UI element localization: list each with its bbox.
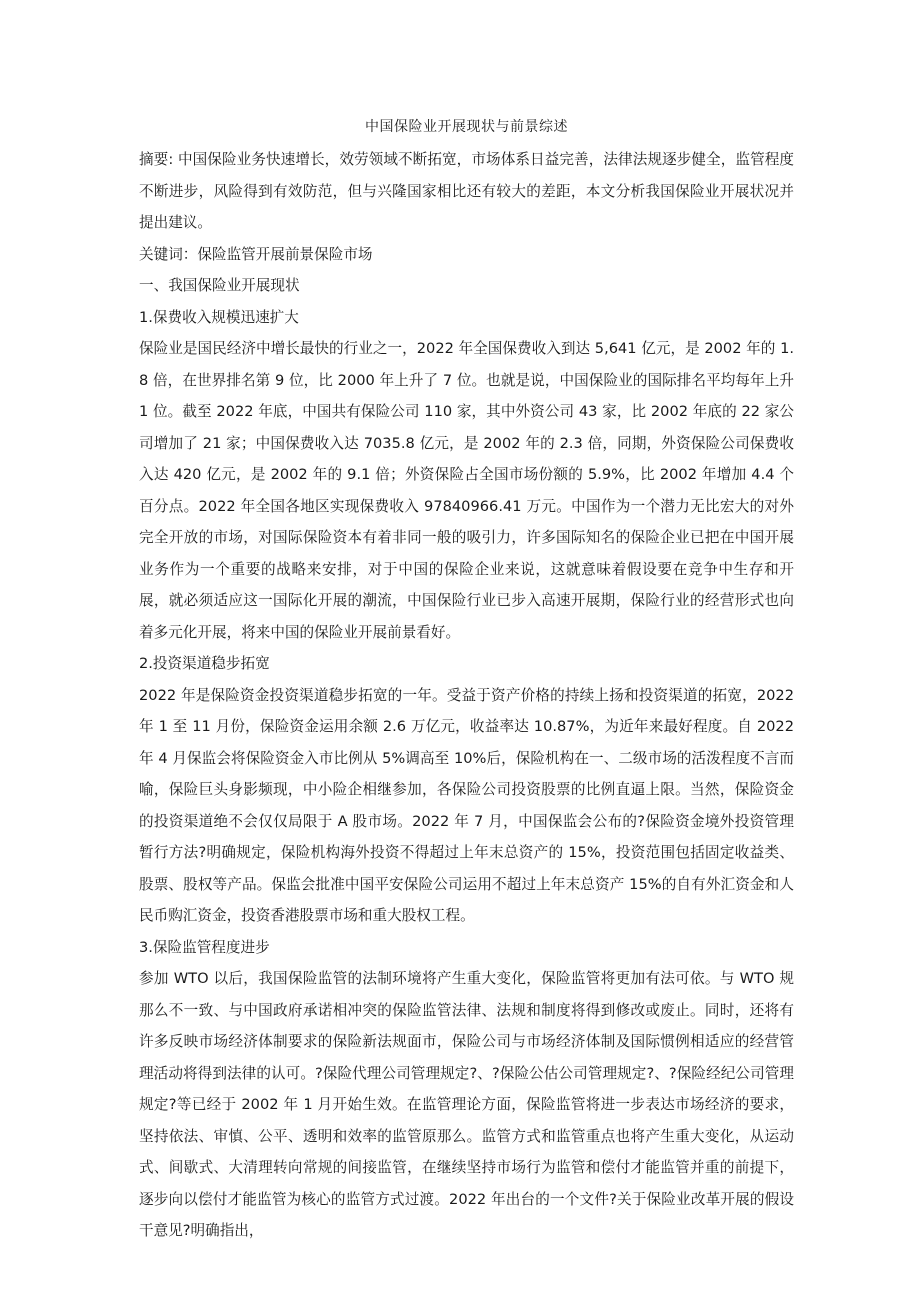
document-title: 中国保险业开展现状与前景综述 [365,119,568,135]
keywords-line: 关键词：保险监管开展前景保险市场 [139,245,373,263]
section-heading-current-status: 一、我国保险业开展现状 [139,277,300,294]
subsection-heading-investment-channels: 2.投资渠道稳步拓宽 [139,655,270,672]
premium-income-paragraph: 保险业是国民经济中增长最快的行业之一，2022 年全国保费收入到达 5,641 亿元，是 2002 年的 1.8 倍，在世界排名第 9 位，比 2000 年上升了 7 位。也就是说，中国保险业的国际排名平均每年上升 1 位。截至 2022 年底，中国共有保险公司 110 家，其中外资公司 43 家，比 2002 年底的 22 家公司增加了 21 家；中国保费收入达 7035.8 亿元，是 2002 年的 2.3 倍，同期，外资保险公司保费收入达 420 亿元，是 2002 年的 9.1 倍；外资保险占全国市场份额的 5.9%，比 2002 年增加 4.4 个百分点。2022 年全国各地区实现保费收入 97840966.41 万元。中国作为一个潜力无比宏大的对外完全开放的市场，对国际保险资本有着非同一般的吸引力，许多国际知名的保险企业已把在中国开展业务作为一个重要的战略来安排，对于中国的保险企业来说，这就意味着假设要在竞争中生存和开展，就必须适应这一国际化开展的潮流，中国保险行业已步入高速开展期，保险行业的经营形式也向着多元化开展，将来中国的保险业开展前景看好。 [139,340,794,641]
document-body [139,112,794,1247]
abstract-paragraph: 摘要: 中国保险业务快速增长，效劳领域不断拓宽，市场体系日益完善，法律法规逐步健全，监管程度不断进步，风险得到有效防范，但与兴隆国家相比还有较大的差距，本文分析我国保险业开展状况并提出建议。 [139,151,794,231]
subsection-heading-supervision: 3.保险监管程度进步 [139,938,270,956]
investment-channels-paragraph: 2022 年是保险资金投资渠道稳步拓宽的一年。受益于资产价格的持续上扬和投资渠道的拓宽，2022 年 1 至 11 月份，保险资金运用余额 2.6 万亿元，收益率达 10.87%，为近年来最好程度。自 2022 年 4 月保监会将保险资金入市比例从 5%调高至 10%后，保险机构在一、二级市场的活泼程度不言而喻，保险巨头身影频现，中小险企相继参加，各保险公司投资股票的比例直逼上限。当然，保险资金的投资渠道绝不会仅仅局限于 A 股市场。2022 年 7 月，中国保监会公布的?保险资金境外投资管理暂行方法?明确规定，保险机构海外投资不得超过上年末总资产的 15%，投资范围包括固定收益类、股票、股权等产品。保监会批准中国平安保险公司运用不超过上年末总资产 15%的自有外汇资金和人民币购汇资金，投资香港股票市场和重大股权工程。 [139,686,794,924]
subsection-heading-premium-income: 1.保费收入规模迅速扩大 [139,308,299,326]
supervision-paragraph: 参加 WTO 以后，我国保险监管的法制环境将产生重大变化，保险监管将更加有法可依。与 WTO 规那么不一致、与中国政府承诺相冲突的保险监管法律、法规和制度将得到修改或废止。同时，还将有许多反映市场经济体制要求的保险新法规面市，保险公司与市场经济体制及国际惯例相适应的经营管理活动将得到法律的认可。?保险代理公司管理规定?、?保险公估公司管理规定?、?保险经纪公司管理规定?等已经于 2002 年 1 月开始生效。在监管理论方面，保险监管将进一步表达市场经济的要求，坚持依法、审慎、公平、透明和效率的监管原那么。监管方式和监管重点也将产生重大变化，从运动式、间歇式、大清理转向常规的间接监管，在继续坚持市场行为监管和偿付才能监管并重的前提下，逐步向以偿付才能监管为核心的监管方式过渡。2022 年出台的一个文件?关于保险业改革开展的假设干意见?明确指出， [139,970,794,1239]
